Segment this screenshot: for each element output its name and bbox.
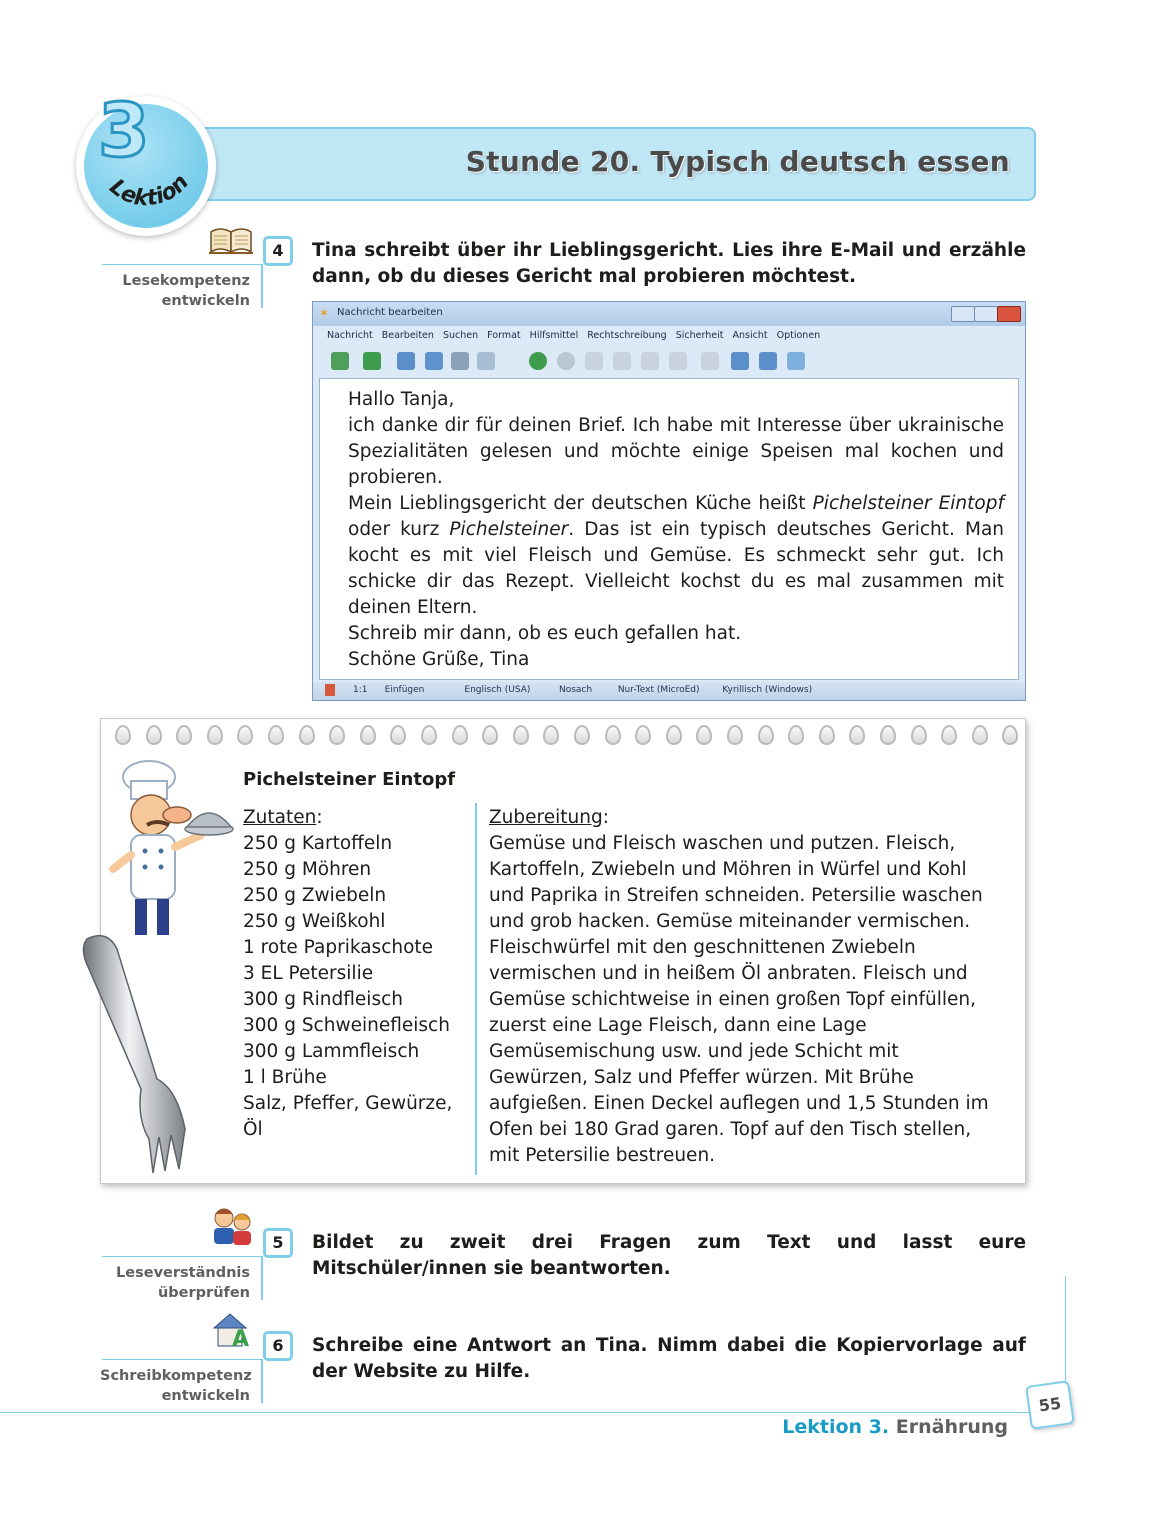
exercise-4-vrule (261, 264, 263, 308)
redo-icon[interactable] (557, 352, 575, 370)
menu-item-rechtschreibung[interactable]: Rechtschreibung (587, 330, 667, 341)
exercise-5-skill-label: Leseverständnis überprüfen (116, 1265, 250, 1301)
replace-icon[interactable] (701, 352, 719, 370)
menu-bar (327, 330, 820, 341)
close-button[interactable] (997, 306, 1021, 322)
binder-ring (819, 725, 835, 745)
chef-illustration (109, 759, 239, 939)
binder-ring (972, 725, 988, 745)
binder-ring (788, 725, 804, 745)
ingredients-column: Zutaten: 250 g Kartoffeln 250 g Möhren 250 g Zwiebeln 250 g Weißkohl 1 rote Paprikaschote 3 EL Petersilie 300 g Rindfleisch 300 g Schweinefleisch 300 g Lammfleisch 1 l Brühe Salz, Pfeffer, Gewürze, Öl (243, 805, 468, 1143)
cut-icon[interactable] (585, 352, 603, 370)
status-icon (325, 684, 335, 696)
email-paragraph-1: ich danke dir für deinen Brief. Ich habe mit Interesse über ukrainische Spezialitäten gelesen und möchte einige Speisen mal kochen und probieren. (348, 415, 1004, 488)
menu-item-nachricht[interactable]: Nachricht (327, 330, 373, 341)
exercise-5-instruction: Bildet zu zweit drei Fragen zum Text und lasst eure Mitschüler/innen sie beantworten. (312, 1232, 1026, 1279)
exercise-5-vrule (261, 1256, 263, 1300)
save-icon[interactable] (363, 352, 381, 370)
window-title: Nachricht bearbeiten (337, 307, 443, 318)
menu-item-suchen[interactable]: Suchen (442, 330, 479, 341)
ingredient-item: Öl (243, 1119, 263, 1140)
lesson-title: Stunde 20. Typisch deutsch essen (465, 145, 1010, 178)
binder-ring (390, 725, 406, 745)
binder-ring (482, 725, 498, 745)
ingredient-item: 250 g Zwiebeln (243, 885, 387, 906)
menu-item-sicherheit[interactable]: Sicherheit (675, 330, 724, 341)
binder-ring (911, 725, 927, 745)
binder-ring (299, 725, 315, 745)
format-icon[interactable] (731, 352, 749, 370)
column-divider (475, 803, 477, 1175)
ingredient-item: 300 g Schweinefleisch (243, 1015, 450, 1036)
paste-icon[interactable] (641, 352, 659, 370)
exercise-4-rule (102, 264, 262, 265)
binder-ring (880, 725, 896, 745)
binder-ring (1002, 725, 1018, 745)
page-number: 55 (1025, 1380, 1075, 1430)
exercise-4-instruction: Tina schreibt über ihr Lieblingsgericht. Lies ihre E-Mail und erzähle dann, ob du dieses Gericht mal probieren möchtest. (312, 240, 1026, 287)
ingredient-item: 1 l Brühe (243, 1067, 327, 1088)
email-paragraph-3: Schreib mir dann, ob es euch gefallen hat. (348, 623, 742, 644)
email-text (348, 387, 1004, 673)
preparation-heading: Zubereitung (489, 807, 603, 828)
exercise-6-vrule (261, 1359, 263, 1403)
binder-ring (207, 725, 223, 745)
binder-ring (237, 725, 253, 745)
ingredient-item: 300 g Rindfleisch (243, 989, 403, 1010)
ingredients-heading: Zutaten (243, 807, 317, 828)
app-icon: ✶ (319, 306, 330, 320)
binder-ring (605, 725, 621, 745)
lesson-word-arc (76, 96, 216, 236)
menu-item-hilfsmittel[interactable]: Hilfsmittel (529, 330, 579, 341)
exercise-6-rule (102, 1359, 262, 1360)
undo-icon[interactable] (529, 352, 547, 370)
binder-ring (941, 725, 957, 745)
exercise-5-rule (102, 1256, 262, 1257)
binder-ring (421, 725, 437, 745)
email-editor-window (312, 301, 1026, 701)
menu-item-ansicht[interactable]: Ansicht (732, 330, 768, 341)
exercise-4-skill-label: Lesekompetenz entwickeln (122, 273, 250, 309)
lesson-header-bar (190, 127, 1036, 201)
ingredient-item: 250 g Kartoffeln (243, 833, 393, 854)
exercise-6-skill-label: Schreibkompetenz entwickeln (100, 1368, 252, 1404)
find-icon[interactable] (669, 352, 687, 370)
lesson-word: Lektion (104, 169, 195, 212)
preparation-column: Zubereitung: Gemüse und Fleisch waschen und putzen. Fleisch, Kartoffeln, Zwiebeln und Möhren in Würfel und Kohl und Paprika in Streifen schneiden. Petersilie waschen und grob hacken. Gemüse miteinander vermischen. Fleischwürfel mit den geschnittenen Zwiebeln vermischen und in heißem Öl anbraten. Fleisch und Gemüse schichtweise in einen großen Topf einfüllen, zuerst eine Lage Fleisch, dann eine Lage Gemüsemischung usw. und jede Schicht mit Gewürzen, Salz und Pfeffer würzen. Mit Brühe aufgießen. Einen Deckel auflegen und 1,5 Stunden im Ofen bei 180 Grad garen. Topf auf den Tisch stellen, mit Petersilie bestreuen. (489, 805, 989, 1169)
email-signature: Schöne Grüße, Tina (348, 649, 530, 670)
page-icon[interactable] (477, 352, 495, 370)
binder-ring (176, 725, 192, 745)
options-icon[interactable] (787, 352, 805, 370)
binder-ring (635, 725, 651, 745)
footer-lesson: Lektion 3. (782, 1416, 890, 1438)
recipe-title: Pichelsteiner Eintopf (243, 769, 456, 790)
send-icon[interactable] (331, 352, 349, 370)
binder-ring (543, 725, 559, 745)
binder-ring (727, 725, 743, 745)
svg-text:Lektion (105, 170, 194, 212)
menu-item-bearbeiten[interactable]: Bearbeiten (381, 330, 434, 341)
spell-icon[interactable] (759, 352, 777, 370)
binder-ring (268, 725, 284, 745)
binder-ring (696, 725, 712, 745)
footer-chapter (782, 1416, 1008, 1438)
svg-text:A: A (232, 1327, 250, 1350)
ingredient-item: 3 EL Petersilie (243, 963, 374, 984)
attach-icon[interactable] (397, 352, 415, 370)
binder-ring (849, 725, 865, 745)
binder-ring (329, 725, 345, 745)
ingredient-item: 1 rote Paprikaschote (243, 937, 434, 958)
preparation-text: Gemüse und Fleisch waschen und putzen. Fleisch, Kartoffeln, Zwiebeln und Möhren in Würfel und Kohl und Paprika in Streifen schneiden. Petersilie waschen und grob hacken. Gemüse miteinander vermischen. Fleischwürfel mit den geschnittenen Zwiebeln vermischen und in heißem Öl anbraten. Fleisch und Gemüse schichtweise in einen großen Topf einfüllen, zuerst eine Lage Fleisch, dann eine Lage Gemüsemischung usw. und jede Schicht mit Gewürzen, Salz und Pfeffer würzen. Mit Brühe aufgießen. Einen Deckel auflegen und 1,5 Stunden im Ofen bei 180 Grad garen. Topf auf den Tisch stellen, mit Petersilie bestreuen. (489, 833, 989, 1166)
binder-ring (146, 725, 162, 745)
print-icon[interactable] (451, 352, 469, 370)
children-icon (210, 1206, 256, 1248)
footer-topic: Ernährung (895, 1416, 1008, 1438)
binder-ring (452, 725, 468, 745)
menu-item-optionen[interactable]: Optionen (776, 330, 821, 341)
email-paragraph-2: Mein Lieblingsgericht der deutschen Küche heißt Pichelsteiner Eintopf oder kurz Pichelsteiner. Das ist ein typisch deutsches Gericht. Man kocht es mit viel Fleisch und Gemüse. Es schmeckt sehr gut. Ich schicke dir das Rezept. Vielleicht kochst du es mal zusammen mit deinen Eltern. (348, 493, 1005, 618)
email-greeting: Hallo Tanja, (348, 389, 455, 410)
address-icon[interactable] (425, 352, 443, 370)
binder-ring (360, 725, 376, 745)
exercise-4-number: 4 (263, 236, 293, 266)
binder-ring (115, 725, 131, 745)
menu-item-format[interactable]: Format (487, 330, 521, 341)
status-text: 1:1 Einfügen Englisch (USA) Nosach Nur-Text (MicroEd) Kyrillisch (Windows) (353, 685, 813, 695)
exercise-6-number: 6 (263, 1331, 293, 1361)
footer-rule (0, 1412, 1066, 1413)
book-icon (208, 224, 254, 256)
ingredient-item: 300 g Lammfleisch (243, 1041, 420, 1062)
ingredient-item: 250 g Weißkohl (243, 911, 386, 932)
house-letter-icon (210, 1308, 256, 1350)
copy-icon[interactable] (613, 352, 631, 370)
toolbar (321, 346, 1017, 376)
recipe-card (100, 718, 1026, 1184)
maximize-button[interactable] (974, 306, 998, 322)
binder-ring (666, 725, 682, 745)
email-body[interactable] (319, 378, 1019, 680)
binder-ring (513, 725, 529, 745)
ingredient-item: Salz, Pfeffer, Gewürze, (243, 1093, 453, 1114)
binder-ring (574, 725, 590, 745)
lesson-number: 3 (98, 88, 150, 174)
exercise-6-instruction: Schreibe eine Antwort an Tina. Nimm dabei die Kopiervorlage auf der Website zu Hilfe. (312, 1335, 1026, 1382)
exercise-5-number: 5 (263, 1228, 293, 1258)
window-titlebar (313, 302, 1025, 326)
status-bar (313, 682, 1025, 700)
binder-ring (758, 725, 774, 745)
minimize-button[interactable] (951, 306, 975, 322)
fork-illustration (67, 929, 217, 1179)
ingredient-item: 250 g Möhren (243, 859, 372, 880)
